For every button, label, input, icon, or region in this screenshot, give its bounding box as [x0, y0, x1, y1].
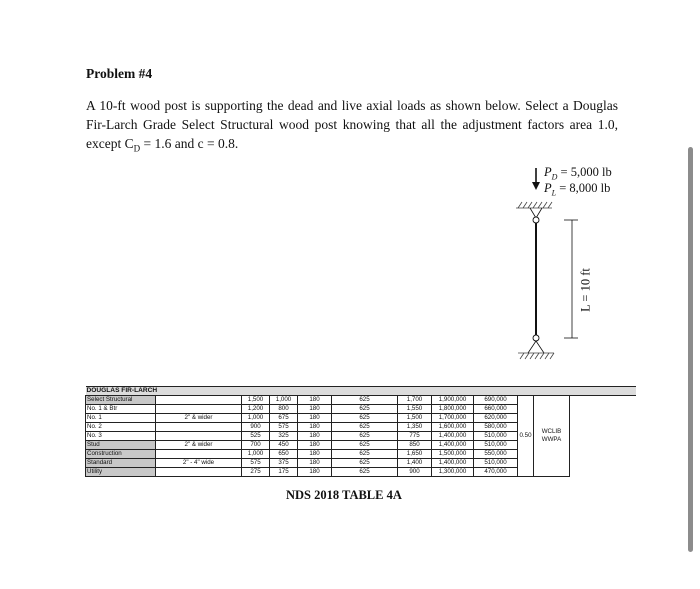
table-cell-fc: 850 — [398, 441, 432, 450]
statement-line-3-end: = 1.6 and c = 0.8. — [140, 136, 239, 151]
table-blank — [570, 396, 636, 477]
table-cell-fcp: 625 — [332, 468, 398, 477]
table-cell-e: 1,400,000 — [432, 459, 474, 468]
table-cell-ft: 1,000 — [270, 396, 298, 405]
table-cell-emin: 470,000 — [474, 468, 518, 477]
problem-statement — [86, 96, 618, 159]
table-cell-fc: 1,350 — [398, 423, 432, 432]
table-row — [86, 396, 636, 405]
table-cell-size — [156, 423, 242, 432]
table-cell-fcp: 625 — [332, 414, 398, 423]
table-cell-size — [156, 405, 242, 414]
bottom-support — [518, 353, 554, 359]
table-cell-fcp: 625 — [332, 432, 398, 441]
table-cell-fc: 1,700 — [398, 396, 432, 405]
table-cell-fcp: 625 — [332, 396, 398, 405]
table-cell-fcp: 625 — [332, 459, 398, 468]
table-cell-grade: No. 3 — [86, 432, 156, 441]
table-cell-e: 1,600,000 — [432, 423, 474, 432]
statement-line-3: except C — [86, 136, 134, 151]
table-cell-fv: 180 — [298, 432, 332, 441]
top-pin-icon — [533, 217, 539, 223]
table-cell-fb: 275 — [242, 468, 270, 477]
table-cell-ft: 175 — [270, 468, 298, 477]
table-cell-grade: Construction — [86, 450, 156, 459]
table-cell-fb: 700 — [242, 441, 270, 450]
table-cell-grade: No. 1 — [86, 414, 156, 423]
table-cell-fv: 180 — [298, 414, 332, 423]
table-cell-e: 1,900,000 — [432, 396, 474, 405]
table-cell-fb: 525 — [242, 432, 270, 441]
table-caption: NDS 2018 TABLE 4A — [286, 488, 402, 502]
table-cell-fv: 180 — [298, 450, 332, 459]
table-cell-fc: 1,500 — [398, 414, 432, 423]
length-label: L = 10 ft — [578, 268, 593, 312]
table-cell-e: 1,400,000 — [432, 432, 474, 441]
table-cell-fb: 900 — [242, 423, 270, 432]
table-cell-size — [156, 450, 242, 459]
table-cell-emin: 620,000 — [474, 414, 518, 423]
table-cell-emin: 660,000 — [474, 405, 518, 414]
table-cell-e: 1,300,000 — [432, 468, 474, 477]
load-arrow-icon — [532, 168, 540, 190]
table-cell-fv: 180 — [298, 405, 332, 414]
table-cell-emin: 580,000 — [474, 423, 518, 432]
problem-title: Problem #4 — [86, 66, 153, 81]
table-cell-fcp: 625 — [332, 450, 398, 459]
table-cell-fb: 1,500 — [242, 396, 270, 405]
table-cell-fv: 180 — [298, 423, 332, 432]
specific-gravity-cell: 0.50 — [518, 396, 534, 477]
table-cell-grade: No. 2 — [86, 423, 156, 432]
table-cell-size — [156, 468, 242, 477]
table-cell-e: 1,700,000 — [432, 414, 474, 423]
table-cell-ft: 375 — [270, 459, 298, 468]
table-cell-size: 2" - 4" wide — [156, 459, 242, 468]
table-cell-fc: 1,400 — [398, 459, 432, 468]
table-cell-ft: 450 — [270, 441, 298, 450]
table-cell-grade: Utility — [86, 468, 156, 477]
table-cell-emin: 510,000 — [474, 432, 518, 441]
length-dimension — [564, 220, 578, 338]
live-load-label: $P_L = 8,000$ lb — [544, 181, 611, 198]
table-cell-ft: 800 — [270, 405, 298, 414]
table-cell-ft: 575 — [270, 423, 298, 432]
agency-2: WWPA — [541, 436, 562, 443]
table-cell-fc: 900 — [398, 468, 432, 477]
table-cell-fb: 1,000 — [242, 450, 270, 459]
nds-table — [85, 386, 635, 486]
table-cell-ft: 650 — [270, 450, 298, 459]
table-cell-size: 2" & wider — [156, 441, 242, 450]
dead-load-label: $P_D = 5,000$ lb — [544, 165, 612, 182]
table-cell-grade: No. 1 & Btr — [86, 405, 156, 414]
table-cell-fb: 575 — [242, 459, 270, 468]
table-cell-emin: 510,000 — [474, 441, 518, 450]
table-cell-size — [156, 432, 242, 441]
table-cell-grade: Stud — [86, 441, 156, 450]
table-cell-fcp: 625 — [332, 423, 398, 432]
table-cell-emin: 690,000 — [474, 396, 518, 405]
bottom-pin-icon — [533, 335, 539, 341]
table-cell-fb: 1,200 — [242, 405, 270, 414]
table-cell-fc: 775 — [398, 432, 432, 441]
grading-agency-cell — [534, 396, 570, 477]
table-cell-grade: Select Structural — [86, 396, 156, 405]
table-cell-size — [156, 396, 242, 405]
table-cell-fv: 180 — [298, 441, 332, 450]
top-support — [516, 202, 552, 208]
table-cell-fv: 180 — [298, 396, 332, 405]
table-header: DOUGLAS FIR-LARCH — [86, 387, 636, 396]
table-cell-ft: 325 — [270, 432, 298, 441]
table-cell-grade: Standard — [86, 459, 156, 468]
table-cell-fv: 180 — [298, 468, 332, 477]
table-cell-fv: 180 — [298, 459, 332, 468]
table-cell-emin: 550,000 — [474, 450, 518, 459]
statement-subscript: D — [133, 143, 141, 154]
table-cell-fcp: 625 — [332, 405, 398, 414]
table-cell-fb: 1,000 — [242, 414, 270, 423]
agency-1: WCLIB — [541, 428, 562, 435]
statement-line-2: Fir-Larch Grade Select Structural wood post knowing that all the adjustment factors area 1.0, — [86, 117, 618, 132]
scrollbar[interactable] — [688, 147, 693, 552]
table-cell-e: 1,500,000 — [432, 450, 474, 459]
table-cell-emin: 510,000 — [474, 459, 518, 468]
statement-line-1: A 10-ft wood post is supporting the dead and live axial loads as shown below. Select a Douglas — [86, 98, 618, 113]
table-cell-fc: 1,650 — [398, 450, 432, 459]
table-cell-e: 1,400,000 — [432, 441, 474, 450]
table-cell-fc: 1,550 — [398, 405, 432, 414]
table-cell-ft: 675 — [270, 414, 298, 423]
table-cell-size: 2" & wider — [156, 414, 242, 423]
table-cell-fcp: 625 — [332, 441, 398, 450]
table-cell-e: 1,800,000 — [432, 405, 474, 414]
